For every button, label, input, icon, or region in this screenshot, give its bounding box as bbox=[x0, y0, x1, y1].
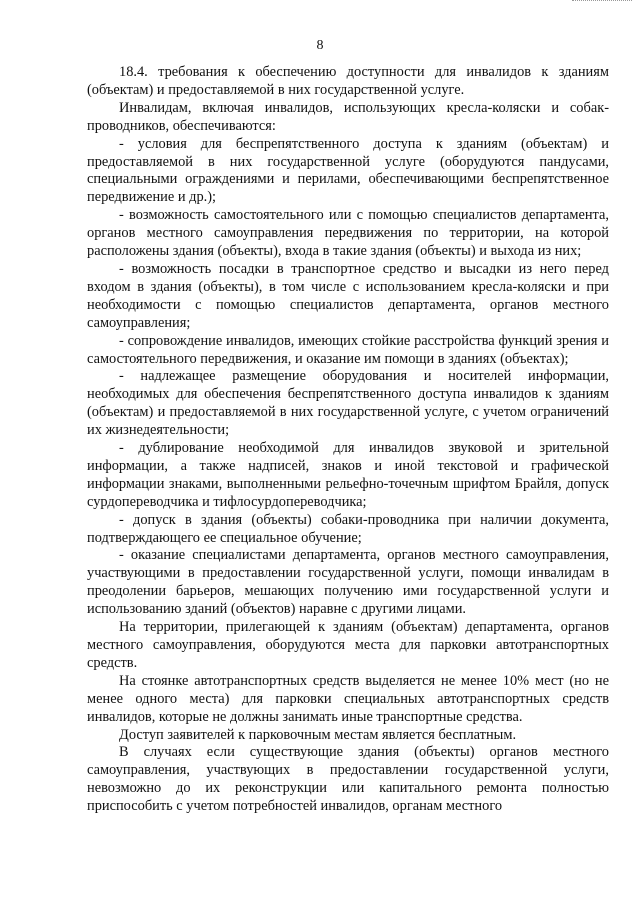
list-item-vehicle-boarding: - возможность посадки в транспортное средство и высадки из него перед входом в здания (объекты), в том числе с использованием кресла-коляски и при необходимости с помощью специалистов департамента, органов местного самоуправления; bbox=[87, 260, 609, 331]
list-item-unobstructed-access: - условия для беспрепятственного доступа к зданиям (объектам) и предоставляемой в них государственной услуге (оборудуются пандусами, специальными ограждениями и перилами, обеспечивающими беспрепятственное передвижение и др.); bbox=[87, 135, 609, 206]
document-body bbox=[87, 64, 609, 816]
list-item-guide-dog-admission: - допуск в здания (объекты) собаки-проводника при наличии документа, подтверждающего ее специальное обучение; bbox=[87, 511, 609, 546]
list-item-equipment-placement: - надлежащее размещение оборудования и носителей информации, необходимых для обеспечения беспрепятственного доступа инвалидов к зданиям (объектам) и предоставляемой в них государственной услуге, с учетом ограничений их жизнедеятельности; bbox=[87, 368, 609, 439]
paragraph-disabled-provisions-intro: Инвалидам, включая инвалидов, использующих кресла-коляски и собак-проводников, обеспечиваются: bbox=[87, 99, 609, 134]
paragraph-free-parking: Доступ заявителей к парковочным местам является бесплатным. bbox=[119, 726, 517, 743]
paragraph-section-18-4: 18.4. требования к обеспечению доступности для инвалидов к зданиям (объектам) и предоставляемой в них государственной услуге. bbox=[87, 64, 609, 98]
paragraph-parking-quota: На стоянке автотранспортных средств выделяется не менее 10% мест (но не менее одного места) для парковки специальных автотранспортных средств инвалидов, которые не должны занимать иные транспортные средства. bbox=[87, 672, 609, 725]
paragraph-parking-areas: На территории, прилегающей к зданиям (объектам) департамента, органов местного самоуправления, оборудуются места для парковки автотранспортных средств. bbox=[87, 619, 609, 671]
list-item-escort-assistance: - сопровождение инвалидов, имеющих стойкие расстройства функций зрения и самостоятельного передвижения, и оказание им помощи в зданиях (объектах); bbox=[87, 332, 609, 367]
paragraph-existing-buildings: В случаях если существующие здания (объекты) органов местного самоуправления, участвующих в предоставлении государственной услуги, невозможно до их реконструкции или капитального ремонта полностью приспособить с учетом потребностей инвалидов, органам местного bbox=[87, 744, 609, 815]
list-item-staff-assistance: - оказание специалистами департамента, органов местного самоуправления, участвующими в предоставлении государственной услуги, помощи инвалидам в преодолении барьеров, мешающих получению ими государственной услуги и использованию зданий (объектов) наравне с другими лицами. bbox=[87, 547, 609, 618]
list-item-information-duplication: - дублирование необходимой для инвалидов звуковой и зрительной информации, а также надписей, знаков и иной текстовой и графической информации знаками, выполненными рельефно-точечным шрифтом Брайля, допуск сурдопереводчика и тифлосурдопереводчика; bbox=[87, 440, 609, 510]
page-number: 8 bbox=[316, 38, 324, 53]
scan-corner-mark bbox=[572, 0, 632, 3]
list-item-independent-movement: - возможность самостоятельного или с помощью специалистов департамента, органов местного самоуправления передвижения по территории, на которой расположены здания (объекты), входа в такие здания (объекты) и выхода из них; bbox=[87, 207, 609, 260]
